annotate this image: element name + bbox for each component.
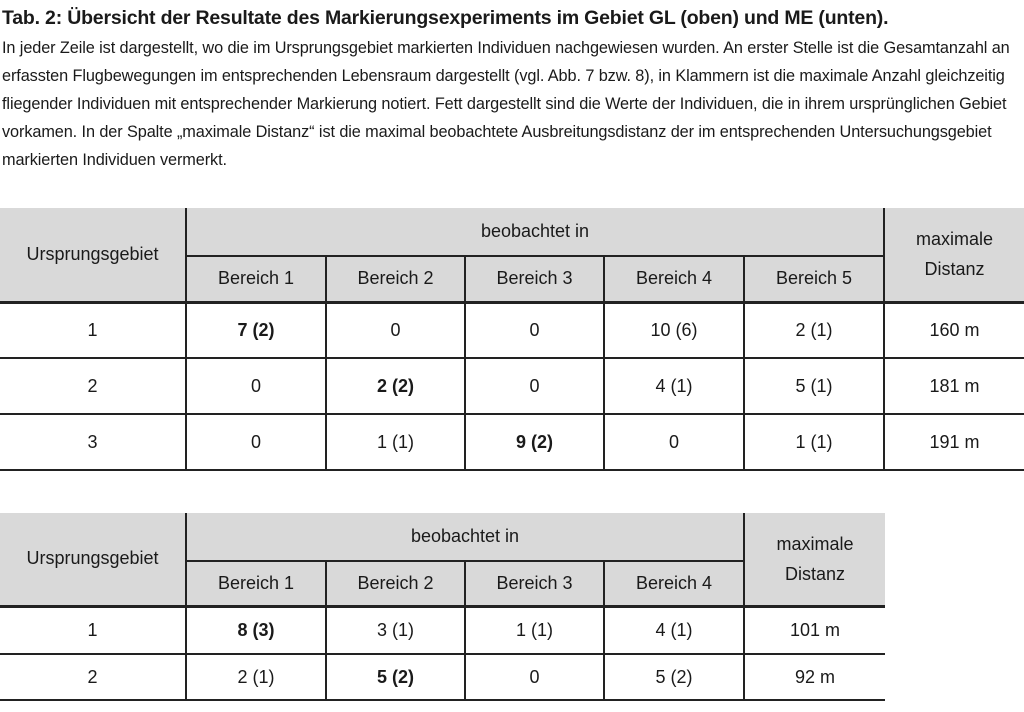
table-row	[0, 358, 1024, 414]
value-cell: 1 (1)	[326, 414, 465, 470]
value-cell: 4 (1)	[604, 358, 744, 414]
value-cell: 3 (1)	[326, 606, 465, 654]
value-cell: 9 (2)	[465, 414, 604, 470]
origin-header: Ursprungsgebiet	[0, 208, 186, 302]
results-table-gl	[0, 208, 1024, 471]
area-header: Bereich 4	[604, 256, 744, 302]
value-cell: 0	[186, 414, 326, 470]
origin-cell: 1	[0, 302, 186, 358]
area-header: Bereich 2	[326, 561, 465, 606]
value-cell: 5 (2)	[604, 654, 744, 700]
value-cell: 8 (3)	[186, 606, 326, 654]
max-distance-header	[884, 208, 1024, 302]
value-cell: 2 (1)	[186, 654, 326, 700]
table-row	[0, 414, 1024, 470]
table-row	[0, 654, 885, 700]
max-distance-header-line1: maximale	[776, 533, 854, 554]
value-cell: 0	[465, 302, 604, 358]
table-title: Tab. 2: Übersicht der Resultate des Markierungsexperiments im Gebiet GL (oben) und ME (unten).	[2, 7, 889, 29]
value-cell: 1 (1)	[744, 414, 884, 470]
max-distance-header	[744, 513, 885, 606]
observed-in-header: beobachtet in	[186, 208, 884, 256]
distance-cell: 181 m	[929, 375, 980, 396]
origin-header: Ursprungsgebiet	[0, 513, 186, 606]
value-cell: 5 (1)	[744, 358, 884, 414]
area-header: Bereich 1	[186, 256, 326, 302]
distance-cell: 191 m	[929, 431, 980, 452]
distance-cell: 101 m	[790, 619, 841, 640]
origin-cell: 2	[0, 358, 186, 414]
value-cell: 2 (1)	[744, 302, 884, 358]
distance-cell: 160 m	[929, 319, 980, 340]
origin-cell: 3	[0, 414, 186, 470]
value-cell: 0	[326, 302, 465, 358]
area-header: Bereich 3	[465, 561, 604, 606]
area-header: Bereich 2	[326, 256, 465, 302]
value-cell: 7 (2)	[186, 302, 326, 358]
max-distance-header-line2: Distanz	[924, 259, 985, 280]
observed-in-header: beobachtet in	[186, 513, 744, 561]
value-cell: 2 (2)	[326, 358, 465, 414]
value-cell: 4 (1)	[604, 606, 744, 654]
area-header: Bereich 1	[186, 561, 326, 606]
value-cell: 5 (2)	[326, 654, 465, 700]
table-row	[0, 606, 885, 654]
results-table-me	[0, 513, 885, 701]
value-cell: 1 (1)	[465, 606, 604, 654]
area-header: Bereich 5	[744, 256, 884, 302]
max-distance-header-line1: maximale	[916, 229, 994, 250]
origin-cell: 1	[0, 606, 186, 654]
value-cell: 0	[465, 654, 604, 700]
value-cell: 0	[465, 358, 604, 414]
origin-cell: 2	[0, 654, 186, 700]
max-distance-header-line2: Distanz	[785, 563, 846, 584]
area-header: Bereich 4	[604, 561, 744, 606]
table-caption: In jeder Zeile ist dargestellt, wo die im Ursprungsgebiet markierten Individuen nachgewiesen wurden. An erster Stelle ist die Gesamtanzahl an erfassten Flugbewegungen im entsprechenden Lebensraum dargestellt (vgl. Abb. 7 bzw. 8), in Klammern ist die maximale Anzahl gleichzeitig fliegender Individuen mit entsprechender Markierung notiert. Fett dargestellt sind die Werte der Individuen, die in ihrem ursprünglichen Gebiet vorkamen. In der Spalte „maximale Distanz“ ist die maximal beobachtete Ausbreitungsdistanz der im entsprechenden Untersuchungsgebiet markierten Individuen vermerkt.	[2, 39, 1010, 169]
value-cell: 0	[604, 414, 744, 470]
distance-cell: 92 m	[795, 666, 836, 687]
area-header: Bereich 3	[465, 256, 604, 302]
table-row	[0, 302, 1024, 358]
value-cell: 10 (6)	[604, 302, 744, 358]
value-cell: 0	[186, 358, 326, 414]
